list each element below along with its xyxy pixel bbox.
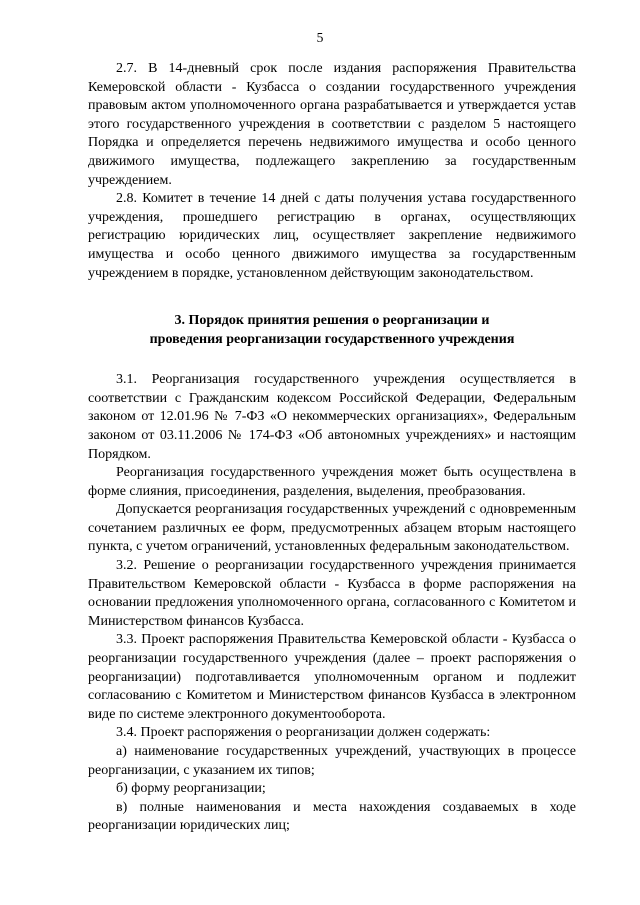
list-item-b: б) форму реорганизации;	[116, 781, 266, 797]
document-body	[88, 60, 576, 836]
paragraph-3-1-forms: Реорганизация государственного учреждения может быть осуществлена в форме слияния, присоединения, разделения, выделения, преобразования.	[88, 465, 576, 499]
list-item-a: а) наименование государственных учреждений, участвующих в процессе реорганизации, с указанием их типов;	[88, 744, 576, 778]
paragraph-3-3: 3.3. Проект распоряжения Правительства Кемеровской области - Кузбасса о реорганизации государственного учреждения (далее – проект распоряжения о реорганизации) подготавливается уполномоченным органом и подлежит согласованию с Комитетом и Министерством финансов Кузбасса в электронном виде по системе электронного документооборота.	[88, 632, 576, 722]
paragraph-2-7: 2.7. В 14-дневный срок после издания распоряжения Правительства Кемеровской области - Кузбасса о создании государственного учреждения правовым актом уполномоченного органа разрабатывается и утверждается устав этого государственного учреждения в соответствии с разделом 5 настоящего Порядка и определяется перечень недвижимого имущества и особо ценного движимого имущества, подлежащего закреплению за государственным учреждением.	[88, 61, 576, 188]
list-item-v: в) полные наименования и места нахождения создаваемых в ходе реорганизации юридических лиц;	[88, 799, 576, 834]
paragraph-3-1-combined: Допускается реорганизация государственных учреждений с одновременным сочетанием различных ее форм, предусмотренных абзацем вторым настоящего пункта, с учетом ограничений, установленных федеральным законодательством.	[88, 502, 576, 555]
section-3-heading	[88, 311, 576, 349]
paragraph-2-8: 2.8. Комитет в течение 14 дней с даты получения устава государственного учреждения, прошедшего регистрацию в органах, осуществляющих регистрацию юридических лиц, осуществляет закрепление недвижимого имущества и особо ценного движимого имущества за государственным учреждением в порядке, установленном действующим законодательством.	[88, 191, 576, 281]
section-3-heading-line-1: 3. Порядок принятия решения о реорганизации и	[174, 313, 490, 329]
paragraph-3-2: 3.2. Решение о реорганизации государственного учреждения принимается Правительством Кемеровской области - Кузбасса в форме распоряжения на основании предложения уполномоченного органа, согласованного с Комитетом и Министерством финансов Кузбасса.	[88, 558, 576, 629]
section-3-heading-line-2: проведения реорганизации государственного учреждения	[149, 332, 515, 348]
paragraph-3-4: 3.4. Проект распоряжения о реорганизации должен содержать:	[116, 725, 491, 741]
page-number: 5	[316, 30, 324, 45]
paragraph-3-1: 3.1. Реорганизация государственного учреждения осуществляется в соответствии с Гражданским кодексом Российской Федерации, Федеральным законом от 12.01.96 № 7-ФЗ «О некоммерческих организациях», Федеральным законом от 03.11.2006 № 174-ФЗ «Об автономных учреждениях» и настоящим Порядком.	[88, 372, 576, 462]
